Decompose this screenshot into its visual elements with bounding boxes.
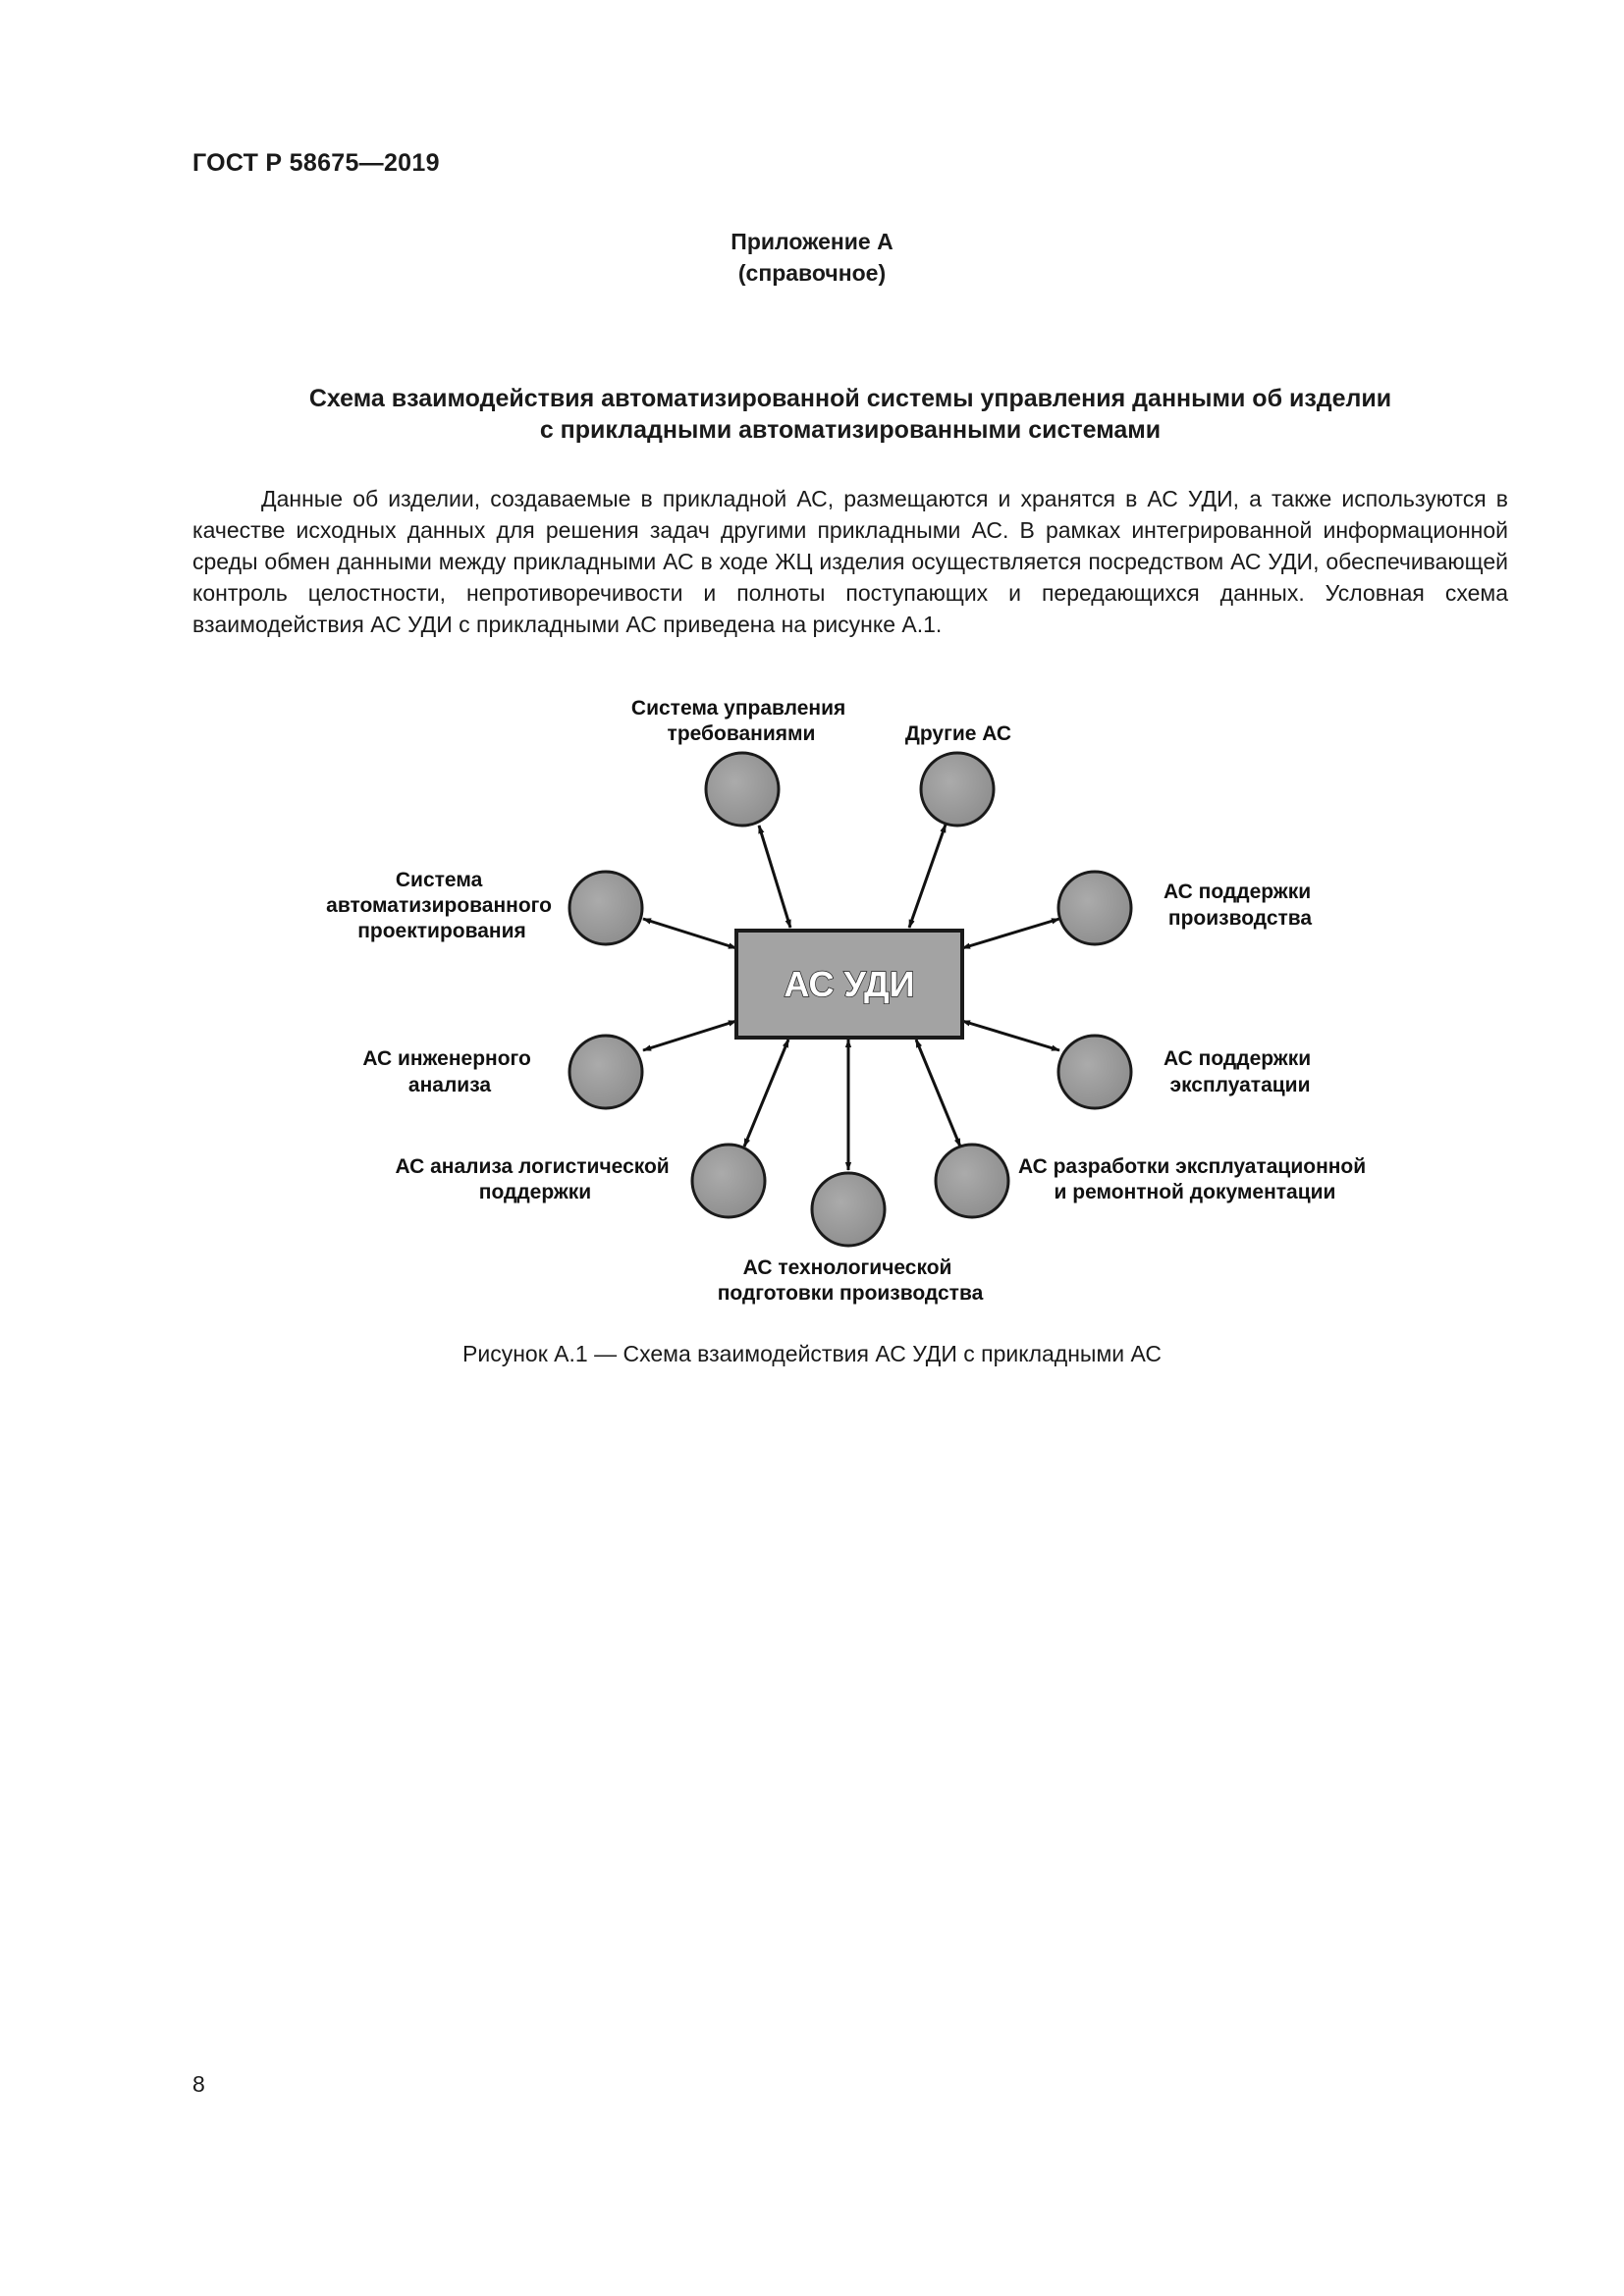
- node-logistics-circle: [692, 1145, 765, 1217]
- node-requirements-line2: требованиями: [667, 722, 816, 745]
- node-documentation-line2: и ремонтной документации: [1054, 1181, 1336, 1203]
- node-production-support-circle: [1058, 872, 1131, 944]
- node-technology-line1: АС технологической: [742, 1256, 952, 1279]
- arrow-logistics: [744, 1040, 788, 1147]
- node-operation-support-circle: [1058, 1036, 1131, 1108]
- node-requirements-line1: Система управления: [630, 697, 846, 720]
- node-technology-label: [718, 1256, 984, 1305]
- node-engineering-label: [362, 1047, 536, 1096]
- node-logistics-label: [395, 1155, 675, 1203]
- node-engineering-circle: [569, 1036, 642, 1108]
- node-cad-label: [326, 869, 558, 942]
- arrow-cad: [643, 919, 736, 948]
- node-production-support-line2: производства: [1167, 907, 1313, 930]
- node-logistics-line2: поддержки: [478, 1181, 592, 1203]
- arrow-engineering: [643, 1021, 736, 1050]
- node-technology-line2: подготовки производства: [717, 1282, 984, 1305]
- node-other-circle: [921, 753, 994, 826]
- document-header: ГОСТ Р 58675—2019: [192, 149, 440, 177]
- node-cad-circle: [569, 872, 642, 944]
- section-title-line2: с прикладными автоматизированными системами: [539, 416, 1162, 444]
- node-cad-line3: проектирования: [357, 920, 526, 942]
- arrow-documentation: [916, 1040, 960, 1147]
- node-documentation-label: [1018, 1155, 1372, 1203]
- node-cad-line1: Система: [395, 869, 483, 891]
- arrow-production-support: [962, 919, 1059, 948]
- appendix-type: (справочное): [737, 260, 887, 286]
- node-operation-support-label: [1164, 1047, 1317, 1096]
- node-documentation-circle: [936, 1145, 1008, 1217]
- appendix-title: Приложение А: [731, 229, 893, 254]
- node-operation-support-line1: АС поддержки: [1164, 1047, 1312, 1070]
- page-number: 8: [192, 2071, 205, 2097]
- arrow-other: [909, 825, 946, 928]
- body-paragraph: Данные об изделии, создаваемые в прикладной АС, размещаются и хранятся в АС УДИ, а также используются в качестве исходных данных для решения задач другими прикладными АС. В рамках интегрированной информационной среды обмен данными между прикладными АС в ходе ЖЦ изделия осуществляется посредством АС УДИ, обеспечивающей контроль целостности, непротиворечивости и полноты поступающих и передающихся данных. Условная схема взаимодействия АС УДИ с прикладными АС приведена на рисунке А.1.: [192, 486, 1508, 637]
- node-cad-line2: автоматизированного: [326, 894, 552, 917]
- section-title-line1: Схема взаимодействия автоматизированной системы управления данными об изделии: [308, 385, 1392, 412]
- arrow-requirements: [759, 826, 790, 928]
- node-production-support-line1: АС поддержки: [1164, 881, 1312, 903]
- node-engineering-line2: анализа: [407, 1074, 492, 1096]
- node-technology-circle: [812, 1173, 885, 1246]
- node-operation-support-line2: эксплуатации: [1169, 1074, 1311, 1096]
- node-requirements-label: [631, 697, 851, 745]
- node-production-support-label: [1164, 881, 1317, 930]
- figure-caption: Рисунок А.1 — Схема взаимодействия АС УДИ с прикладными АС: [462, 1341, 1162, 1366]
- node-documentation-line1: АС разработки эксплуатационной: [1017, 1155, 1367, 1178]
- node-requirements-circle: [706, 753, 779, 826]
- center-label: АС УДИ: [784, 964, 915, 1004]
- node-logistics-line1: АС анализа логистической: [395, 1155, 670, 1178]
- node-other-label: [905, 722, 1011, 745]
- node-engineering-line1: АС инженерного: [362, 1047, 531, 1070]
- arrow-operation-support: [962, 1021, 1059, 1050]
- node-other-line1: Другие АС: [904, 722, 1012, 745]
